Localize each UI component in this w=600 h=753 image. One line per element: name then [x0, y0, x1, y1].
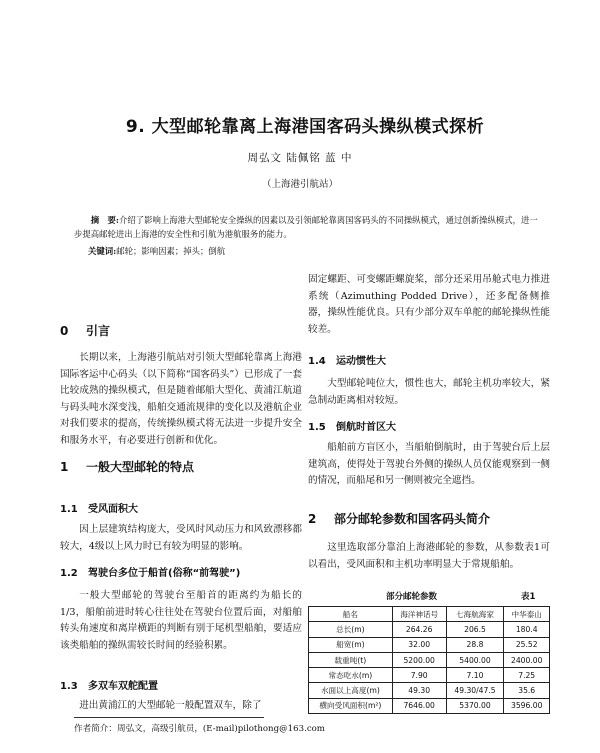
table-cell: 5200.00: [392, 652, 446, 667]
subsection-1-4-body: [308, 376, 550, 409]
subsection-title: 运动惯性大: [336, 356, 386, 367]
section-0-body: [60, 350, 302, 450]
subsection-title: 驾驶台多位于船首(俗称“前驾驶”): [88, 568, 241, 579]
table-cell: 49.30: [392, 683, 446, 698]
table-cell: 35.6: [504, 683, 550, 698]
section-title: 一般大型邮轮的特点: [86, 460, 195, 474]
table-cell: 横向受风面积(m²): [309, 698, 393, 713]
table-cell: 28.8: [446, 637, 504, 652]
table-cell: 总长(m): [309, 622, 393, 637]
table-cell: 264.26: [392, 622, 446, 637]
section-1-heading: [60, 458, 194, 475]
footnote-divider: [74, 717, 264, 718]
subsection-1-3-body: [60, 698, 302, 715]
table-number: 表1: [521, 592, 536, 602]
subsection-1-5-heading: [308, 418, 396, 433]
table-header-cell: 海洋神话号: [392, 607, 446, 622]
subsection-title: 倒航时首区大: [336, 422, 396, 433]
table-header-cell: 船名: [309, 607, 393, 622]
subsection-1-2-heading: [60, 564, 240, 579]
authors: 周弘文 陆佩铭 蓝 中: [247, 152, 353, 164]
subsection-1-2-body: [60, 588, 302, 654]
table-header-cell: 七海航海家: [446, 607, 504, 622]
paragraph: 船舶前方盲区小，当船舶倒航时，由于驾驶台后上层建筑高，使得处于驾驶台外侧的操纵人员仅能观察到一侧的情况，而船尾和另一侧则被完全遮挡。: [308, 442, 550, 487]
table-cell: 5370.00: [446, 698, 504, 713]
table-cell: 2400.00: [504, 652, 550, 667]
paper-title: 9. 大型邮轮靠离上海港国客码头操纵模式探析: [125, 117, 485, 137]
ship-parameters-table: [308, 606, 550, 714]
table-cell: 5400.00: [446, 652, 504, 667]
subsection-1-3-heading: [60, 677, 158, 692]
table-row: [309, 622, 550, 637]
table-cell: 7646.00: [392, 698, 446, 713]
table-cell: 32.00: [392, 637, 446, 652]
table-header-row: [309, 607, 550, 622]
table-row: [309, 668, 550, 683]
table-cell: 7.10: [446, 668, 504, 683]
subsection-title: 多双车双舵配置: [88, 681, 158, 692]
paragraph: 大型邮轮吨位大，惯性也大，邮轮主机功率较大，紧急制动距离相对较短。: [308, 378, 550, 406]
table-row: [309, 637, 550, 652]
table-cell: 7.90: [392, 668, 446, 683]
subsection-number: 1.1: [60, 504, 78, 515]
section-2-heading: [308, 510, 490, 527]
table-cell: 船宽(m): [309, 637, 393, 652]
paragraph: 这里选取部分靠泊上海港邮轮的参数，从参数表1可以看出，受风面积和主机功率明显大于常规船舶。: [308, 542, 550, 570]
paragraph: 一般大型邮轮的驾驶台至船首的距离约为船长的1/3，船舶前进时转心往往处在驾驶台位置后面，对船舶转头角速度和离岸横距的判断有别于尾机型船舶，要适应该类船舶的操纵需较长时间的经验积累。: [60, 590, 302, 651]
subsection-title: 受风面积大: [88, 504, 138, 515]
abstract-text: 介绍了影响上海港大型邮轮安全操纵的因素以及引领邮轮靠离国客码头的不同操纵模式，通过创新操纵模式，进一步提高邮轮进出上海港的安全性和引航为港航服务的能力。: [74, 215, 538, 239]
paragraph: 进出黄浦江的大型邮轮一般配置双车，除了: [79, 700, 262, 711]
subsection-1-4-heading: [308, 352, 386, 367]
keywords-label: 关键词:: [88, 246, 117, 256]
paragraph: 固定螺距、可变螺距螺旋桨，部分还采用吊舱式电力推进系统（Azimuthing Podded Drive），还多配备侧推器，操纵性能优良。只有少部分双车单舵的邮轮操纵性能较差。: [308, 274, 550, 335]
table-row: [309, 698, 550, 713]
keywords: [88, 245, 548, 257]
subsection-1-1-heading: [60, 500, 138, 515]
paragraph: 因上层建筑结构庞大，受风时风动压力和风致漂移都较大，4级以上风力时已有较为明显的影响。: [60, 524, 302, 552]
table-cell: 180.4: [504, 622, 550, 637]
section-number: 1: [60, 460, 69, 474]
section-2-body: [308, 540, 550, 573]
subsection-number: 1.4: [308, 356, 326, 367]
abstract: [74, 213, 544, 241]
table-cell: 常态吃水(m): [309, 668, 393, 683]
table-cell: 25.52: [504, 637, 550, 652]
keywords-text: 邮轮；影响因素；掉头；倒航: [116, 246, 226, 256]
table-cell: 3596.00: [504, 698, 550, 713]
author-footnote: 作者简介：周弘文，高级引航员，(E-mail)pilothong@163.com: [74, 724, 325, 734]
subsection-number: 1.5: [308, 422, 326, 433]
table-cell: 49.30/47.5: [446, 683, 504, 698]
table-header-cell: 中华泰山: [504, 607, 550, 622]
section-title: 引言: [86, 324, 111, 338]
subsection-1-1-body: [60, 522, 302, 555]
table-cell: 载重吨(t): [309, 652, 393, 667]
table-cell: 206.5: [446, 622, 504, 637]
table-cell: 7.25: [504, 668, 550, 683]
subsection-number: 1.3: [60, 681, 78, 692]
continued-paragraph: [308, 272, 550, 338]
abstract-label: 摘 要:: [90, 215, 120, 225]
subsection-1-5-body: [308, 440, 550, 490]
affiliation: （上海港引航站）: [261, 179, 338, 190]
table-cell: 水面以上高度(m): [309, 683, 393, 698]
paragraph: 长期以来，上海港引航站对引领大型邮轮靠离上海港国际客运中心码头（以下简称“国客码头”）已形成了一套比较成熟的操纵模式，但是随着邮船大型化、黄浦江航道与码头吨水深变浅，船舶交通流规律的变化以及港航企业对我们要求的提高，传统操纵模式将无法进一步提升安全和服务水平，有必要进行创新和优化。: [60, 352, 302, 446]
section-number: 2: [308, 512, 317, 526]
table-caption: 部分邮轮参数: [386, 592, 438, 602]
section-0-heading: [60, 322, 110, 339]
section-number: 0: [60, 324, 69, 338]
section-title: 部分邮轮参数和国客码头简介: [334, 512, 491, 526]
table-row: [309, 652, 550, 667]
subsection-number: 1.2: [60, 568, 78, 579]
table-row: [309, 683, 550, 698]
